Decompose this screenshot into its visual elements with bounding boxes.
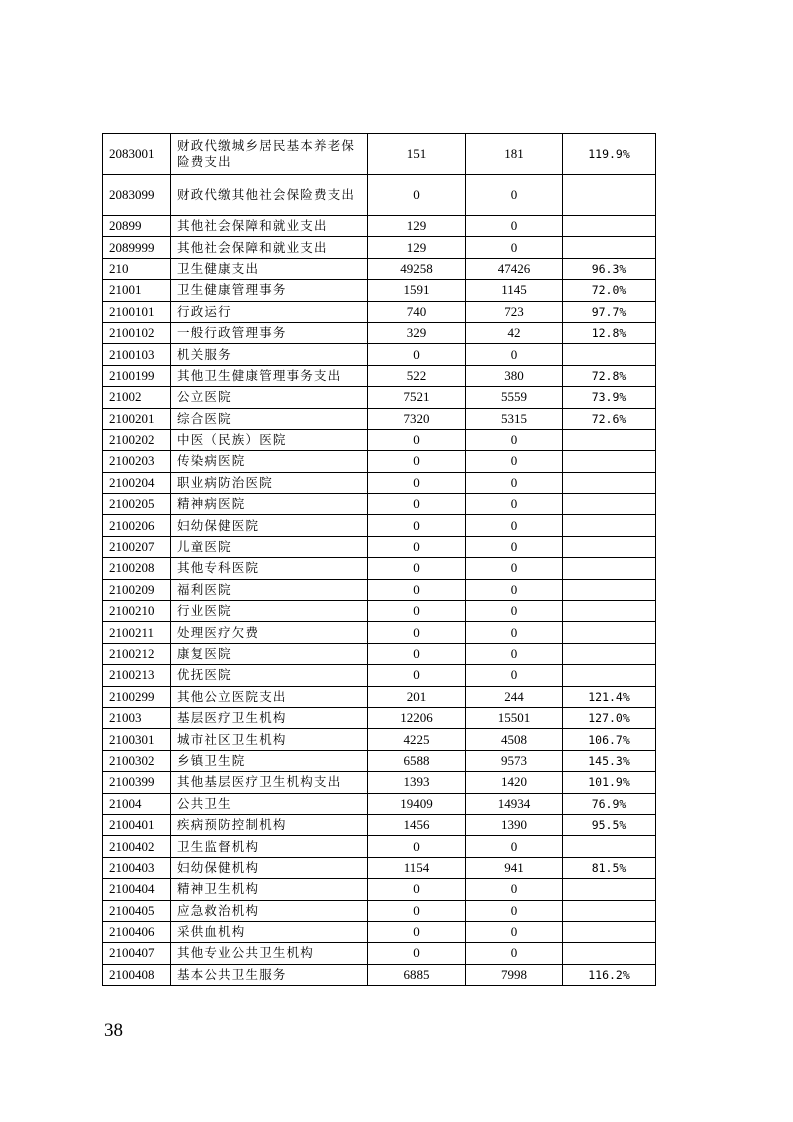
cell-name: 其他卫生健康管理事务支出: [171, 365, 368, 386]
table-row: [103, 558, 656, 579]
cell-percent: 72.0%: [563, 280, 656, 301]
cell-value-b: 0: [466, 237, 563, 258]
cell-value-b: 723: [466, 301, 563, 322]
cell-value-b: 0: [466, 344, 563, 365]
table-row: [103, 322, 656, 343]
cell-value-a: 1393: [368, 772, 466, 793]
table-row: [103, 175, 656, 216]
cell-value-b: 0: [466, 601, 563, 622]
cell-code: 2100210: [103, 601, 171, 622]
cell-percent: [563, 622, 656, 643]
cell-percent: 81.5%: [563, 857, 656, 878]
cell-name: 城市社区卫生机构: [171, 729, 368, 750]
table-row: [103, 408, 656, 429]
cell-code: 2100203: [103, 451, 171, 472]
cell-value-a: 0: [368, 494, 466, 515]
cell-code: 21002: [103, 387, 171, 408]
cell-code: 2089999: [103, 237, 171, 258]
cell-value-b: 0: [466, 472, 563, 493]
cell-name: 卫生健康支出: [171, 258, 368, 279]
cell-value-a: 0: [368, 175, 466, 216]
cell-percent: 97.7%: [563, 301, 656, 322]
cell-code: 2100402: [103, 836, 171, 857]
cell-code: 2100406: [103, 921, 171, 942]
cell-value-a: 0: [368, 429, 466, 450]
cell-code: 2100101: [103, 301, 171, 322]
cell-name: 其他社会保障和就业支出: [171, 237, 368, 258]
cell-percent: [563, 558, 656, 579]
cell-percent: [563, 472, 656, 493]
cell-value-b: 181: [466, 134, 563, 175]
cell-value-a: 0: [368, 451, 466, 472]
cell-name: 乡镇卫生院: [171, 750, 368, 771]
cell-percent: 101.9%: [563, 772, 656, 793]
cell-value-b: 1145: [466, 280, 563, 301]
cell-value-b: 5315: [466, 408, 563, 429]
cell-value-b: 0: [466, 879, 563, 900]
table-row: [103, 472, 656, 493]
cell-code: 2100103: [103, 344, 171, 365]
cell-value-a: 0: [368, 879, 466, 900]
cell-percent: 95.5%: [563, 814, 656, 835]
table-row: [103, 451, 656, 472]
cell-value-b: 941: [466, 857, 563, 878]
cell-name: 妇幼保健机构: [171, 857, 368, 878]
cell-value-a: 129: [368, 237, 466, 258]
cell-value-a: 0: [368, 921, 466, 942]
cell-value-b: 0: [466, 836, 563, 857]
cell-name: 综合医院: [171, 408, 368, 429]
cell-percent: [563, 579, 656, 600]
cell-percent: [563, 900, 656, 921]
table-row: [103, 216, 656, 237]
cell-code: 2100208: [103, 558, 171, 579]
cell-name: 卫生监督机构: [171, 836, 368, 857]
cell-code: 2100212: [103, 643, 171, 664]
cell-code: 2100407: [103, 943, 171, 964]
cell-percent: [563, 451, 656, 472]
table-row: [103, 515, 656, 536]
cell-code: 20899: [103, 216, 171, 237]
cell-code: 2100102: [103, 322, 171, 343]
table-body: [103, 134, 656, 986]
cell-code: 2100399: [103, 772, 171, 793]
cell-name: 中医（民族）医院: [171, 429, 368, 450]
cell-value-a: 0: [368, 344, 466, 365]
cell-code: 2100199: [103, 365, 171, 386]
table-row: [103, 772, 656, 793]
cell-percent: [563, 921, 656, 942]
cell-value-b: 4508: [466, 729, 563, 750]
cell-name: 基层医疗卫生机构: [171, 707, 368, 728]
cell-name: 其他专科医院: [171, 558, 368, 579]
cell-value-a: 0: [368, 579, 466, 600]
cell-value-a: 0: [368, 536, 466, 557]
cell-code: 2100211: [103, 622, 171, 643]
table-row: [103, 494, 656, 515]
cell-value-a: 4225: [368, 729, 466, 750]
cell-value-b: 7998: [466, 964, 563, 985]
cell-percent: [563, 175, 656, 216]
cell-value-a: 49258: [368, 258, 466, 279]
cell-name: 基本公共卫生服务: [171, 964, 368, 985]
cell-value-a: 0: [368, 665, 466, 686]
cell-value-a: 0: [368, 601, 466, 622]
budget-table: [102, 133, 656, 986]
cell-value-b: 0: [466, 429, 563, 450]
cell-code: 21003: [103, 707, 171, 728]
table-row: [103, 301, 656, 322]
cell-value-a: 0: [368, 515, 466, 536]
cell-value-b: 0: [466, 943, 563, 964]
table-row: [103, 814, 656, 835]
cell-value-a: 0: [368, 643, 466, 664]
cell-percent: 96.3%: [563, 258, 656, 279]
table-row: [103, 857, 656, 878]
cell-name: 职业病防治医院: [171, 472, 368, 493]
cell-value-a: 7521: [368, 387, 466, 408]
cell-value-a: 740: [368, 301, 466, 322]
cell-value-a: 1591: [368, 280, 466, 301]
cell-value-a: 0: [368, 622, 466, 643]
cell-value-b: 244: [466, 686, 563, 707]
cell-code: 2100205: [103, 494, 171, 515]
table-row: [103, 622, 656, 643]
cell-value-b: 0: [466, 451, 563, 472]
cell-value-b: 0: [466, 494, 563, 515]
table-row: [103, 943, 656, 964]
cell-value-a: 0: [368, 943, 466, 964]
cell-name: 其他专业公共卫生机构: [171, 943, 368, 964]
cell-code: 21004: [103, 793, 171, 814]
table-row: [103, 429, 656, 450]
cell-value-a: 1154: [368, 857, 466, 878]
table-row: [103, 750, 656, 771]
cell-name: 财政代缴城乡居民基本养老保险费支出: [171, 134, 368, 175]
cell-name: 一般行政管理事务: [171, 322, 368, 343]
cell-percent: 121.4%: [563, 686, 656, 707]
table-row: [103, 643, 656, 664]
cell-value-a: 201: [368, 686, 466, 707]
cell-code: 2100299: [103, 686, 171, 707]
cell-name: 公立医院: [171, 387, 368, 408]
cell-name: 应急救治机构: [171, 900, 368, 921]
cell-name: 公共卫生: [171, 793, 368, 814]
cell-name: 优抚医院: [171, 665, 368, 686]
cell-name: 康复医院: [171, 643, 368, 664]
table-row: [103, 793, 656, 814]
cell-code: 2083001: [103, 134, 171, 175]
cell-value-b: 0: [466, 622, 563, 643]
page-number: 38: [104, 1020, 123, 1041]
cell-name: 福利医院: [171, 579, 368, 600]
cell-value-b: 0: [466, 665, 563, 686]
cell-code: 210: [103, 258, 171, 279]
cell-code: 2100404: [103, 879, 171, 900]
cell-value-b: 42: [466, 322, 563, 343]
table-row: [103, 900, 656, 921]
cell-value-b: 9573: [466, 750, 563, 771]
cell-code: 2100209: [103, 579, 171, 600]
cell-value-a: 129: [368, 216, 466, 237]
cell-percent: 145.3%: [563, 750, 656, 771]
cell-value-a: 6588: [368, 750, 466, 771]
cell-value-a: 6885: [368, 964, 466, 985]
cell-name: 财政代缴其他社会保险费支出: [171, 175, 368, 216]
cell-percent: [563, 601, 656, 622]
cell-code: 21001: [103, 280, 171, 301]
cell-value-b: 15501: [466, 707, 563, 728]
cell-percent: [563, 536, 656, 557]
cell-name: 处理医疗欠费: [171, 622, 368, 643]
cell-code: 2100403: [103, 857, 171, 878]
cell-name: 卫生健康管理事务: [171, 280, 368, 301]
cell-name: 精神卫生机构: [171, 879, 368, 900]
table-row: [103, 879, 656, 900]
cell-percent: 127.0%: [563, 707, 656, 728]
cell-name: 疾病预防控制机构: [171, 814, 368, 835]
cell-code: 2100405: [103, 900, 171, 921]
cell-percent: [563, 879, 656, 900]
cell-percent: [563, 237, 656, 258]
cell-percent: 116.2%: [563, 964, 656, 985]
cell-percent: [563, 344, 656, 365]
cell-percent: 12.8%: [563, 322, 656, 343]
table-row: [103, 536, 656, 557]
cell-percent: 73.9%: [563, 387, 656, 408]
cell-percent: [563, 429, 656, 450]
cell-name: 传染病医院: [171, 451, 368, 472]
table-row: [103, 365, 656, 386]
cell-code: 2100204: [103, 472, 171, 493]
cell-name: 儿童医院: [171, 536, 368, 557]
cell-value-b: 1390: [466, 814, 563, 835]
table-row: [103, 601, 656, 622]
cell-value-a: 12206: [368, 707, 466, 728]
cell-code: 2100302: [103, 750, 171, 771]
cell-code: 2100206: [103, 515, 171, 536]
cell-value-a: 151: [368, 134, 466, 175]
cell-value-b: 380: [466, 365, 563, 386]
cell-value-b: 0: [466, 216, 563, 237]
cell-name: 妇幼保健医院: [171, 515, 368, 536]
cell-percent: [563, 836, 656, 857]
cell-percent: 119.9%: [563, 134, 656, 175]
cell-value-b: 5559: [466, 387, 563, 408]
table-row: [103, 921, 656, 942]
table-row: [103, 665, 656, 686]
cell-value-a: 0: [368, 558, 466, 579]
table-row: [103, 686, 656, 707]
cell-value-a: 522: [368, 365, 466, 386]
table-row: [103, 707, 656, 728]
cell-name: 机关服务: [171, 344, 368, 365]
cell-percent: 76.9%: [563, 793, 656, 814]
cell-name: 其他公立医院支出: [171, 686, 368, 707]
cell-value-b: 14934: [466, 793, 563, 814]
cell-value-b: 1420: [466, 772, 563, 793]
cell-code: 2083099: [103, 175, 171, 216]
table-row: [103, 258, 656, 279]
cell-percent: 72.8%: [563, 365, 656, 386]
cell-value-b: 0: [466, 900, 563, 921]
cell-value-b: 0: [466, 579, 563, 600]
cell-value-a: 329: [368, 322, 466, 343]
cell-name: 采供血机构: [171, 921, 368, 942]
cell-percent: [563, 643, 656, 664]
table-row: [103, 579, 656, 600]
cell-value-b: 0: [466, 536, 563, 557]
cell-percent: [563, 515, 656, 536]
cell-percent: 106.7%: [563, 729, 656, 750]
cell-percent: 72.6%: [563, 408, 656, 429]
cell-value-a: 1456: [368, 814, 466, 835]
cell-value-a: 7320: [368, 408, 466, 429]
cell-code: 2100207: [103, 536, 171, 557]
cell-code: 2100202: [103, 429, 171, 450]
cell-value-a: 0: [368, 900, 466, 921]
cell-value-b: 0: [466, 558, 563, 579]
cell-code: 2100408: [103, 964, 171, 985]
cell-code: 2100213: [103, 665, 171, 686]
cell-value-a: 0: [368, 472, 466, 493]
table-row: [103, 729, 656, 750]
cell-value-a: 0: [368, 836, 466, 857]
cell-percent: [563, 665, 656, 686]
cell-name: 其他基层医疗卫生机构支出: [171, 772, 368, 793]
cell-value-b: 47426: [466, 258, 563, 279]
table-row: [103, 964, 656, 985]
cell-code: 2100401: [103, 814, 171, 835]
cell-value-b: 0: [466, 175, 563, 216]
cell-name: 行政运行: [171, 301, 368, 322]
cell-name: 其他社会保障和就业支出: [171, 216, 368, 237]
cell-code: 2100201: [103, 408, 171, 429]
cell-percent: [563, 216, 656, 237]
table-row: [103, 134, 656, 175]
cell-code: 2100301: [103, 729, 171, 750]
table-row: [103, 836, 656, 857]
cell-percent: [563, 494, 656, 515]
cell-percent: [563, 943, 656, 964]
cell-value-a: 19409: [368, 793, 466, 814]
table-row: [103, 280, 656, 301]
cell-name: 行业医院: [171, 601, 368, 622]
table-row: [103, 237, 656, 258]
table-row: [103, 344, 656, 365]
cell-name: 精神病医院: [171, 494, 368, 515]
cell-value-b: 0: [466, 515, 563, 536]
table-row: [103, 387, 656, 408]
cell-value-b: 0: [466, 921, 563, 942]
cell-value-b: 0: [466, 643, 563, 664]
